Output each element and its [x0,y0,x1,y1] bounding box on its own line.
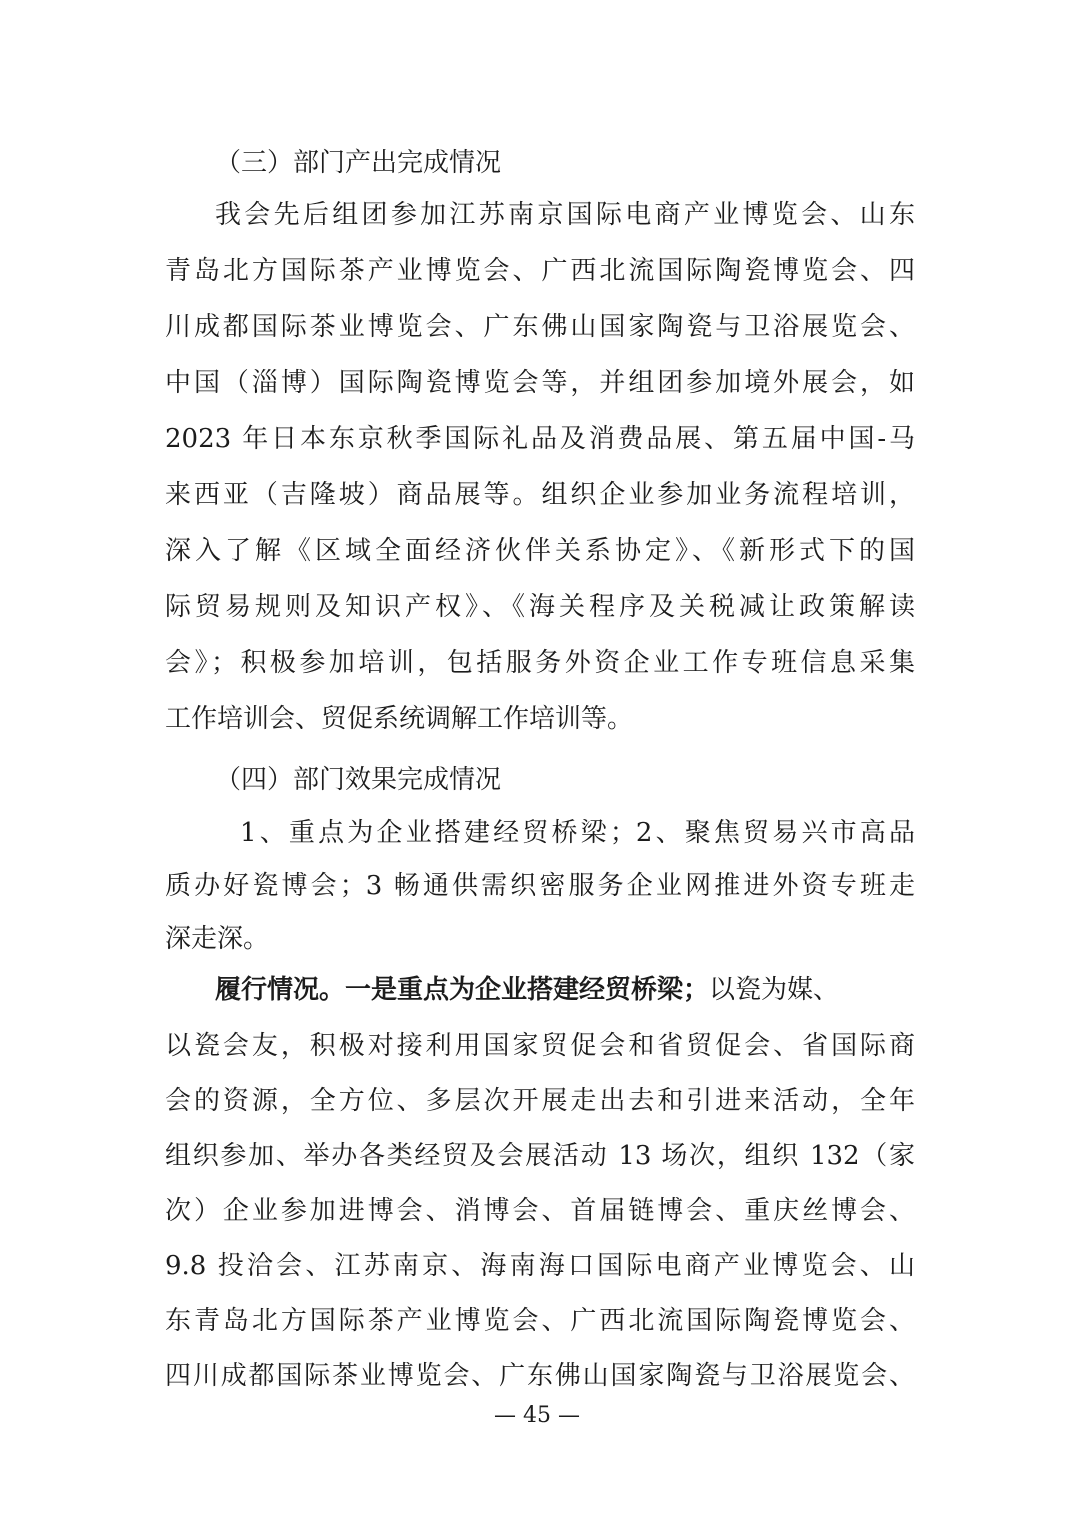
paragraph-line: 会》；积极参加培训，包括服务外资企业工作专班信息采集 [165,648,915,678]
page-number: — 45 — [494,1403,580,1428]
paragraph-line: 四川成都国际茶业博览会、广东佛山国家陶瓷与卫浴展览会、 [165,1361,915,1391]
paragraph-text: 以瓷为媒、 [709,975,840,1005]
section-heading: （三）部门产出完成情况 [215,148,502,178]
paragraph-first-line [215,970,915,1010]
paragraph-line: 质办好瓷博会；3 畅通供需织密服务企业网推进外资专班走 [165,871,915,901]
paragraph-line: 1、重点为企业搭建经贸桥梁；2、聚焦贸易兴市高品 [240,818,915,848]
paragraph-line: 我会先后组团参加江苏南京国际电商产业博览会、山东 [215,200,915,230]
paragraph-line: 深入了解《区域全面经济伙伴关系协定》、《新形式下的国 [165,536,915,566]
paragraph-line: 川成都国际茶业博览会、广东佛山国家陶瓷与卫浴展览会、 [165,312,915,342]
paragraph-line: 以瓷会友，积极对接利用国家贸促会和省贸促会、省国际商 [165,1031,915,1061]
paragraph-line: 工作培训会、贸促系统调解工作培训等。 [165,704,634,734]
bold-lead-text: 履行情况。一是重点为企业搭建经贸桥梁； [215,975,710,1005]
paragraph-line: 次）企业参加进博会、消博会、首届链博会、重庆丝博会、 [165,1196,915,1226]
paragraph-line: 会的资源，全方位、多层次开展走出去和引进来活动，全年 [165,1086,915,1116]
paragraph-line: 际贸易规则及知识产权》、《海关程序及关税减让政策解读 [165,592,915,622]
paragraph-line: 9.8 投洽会、江苏南京、海南海口国际电商产业博览会、山 [165,1251,915,1281]
paragraph-line: 深走深。 [165,924,270,954]
paragraph-line: 2023 年日本东京秋季国际礼品及消费品展、第五届中国-马 [165,424,915,454]
paragraph-line: 来西亚（吉隆坡）商品展等。组织企业参加业务流程培训， [165,480,915,510]
paragraph-line: 中国（淄博）国际陶瓷博览会等，并组团参加境外展会，如 [165,368,915,398]
paragraph-line: 组织参加、举办各类经贸及会展活动 13 场次，组织 132（家 [165,1141,915,1171]
section-heading: （四）部门效果完成情况 [215,765,502,795]
paragraph-line: 东青岛北方国际茶产业博览会、广西北流国际陶瓷博览会、 [165,1306,915,1336]
paragraph-line: 青岛北方国际茶产业博览会、广西北流国际陶瓷博览会、四 [165,256,915,286]
